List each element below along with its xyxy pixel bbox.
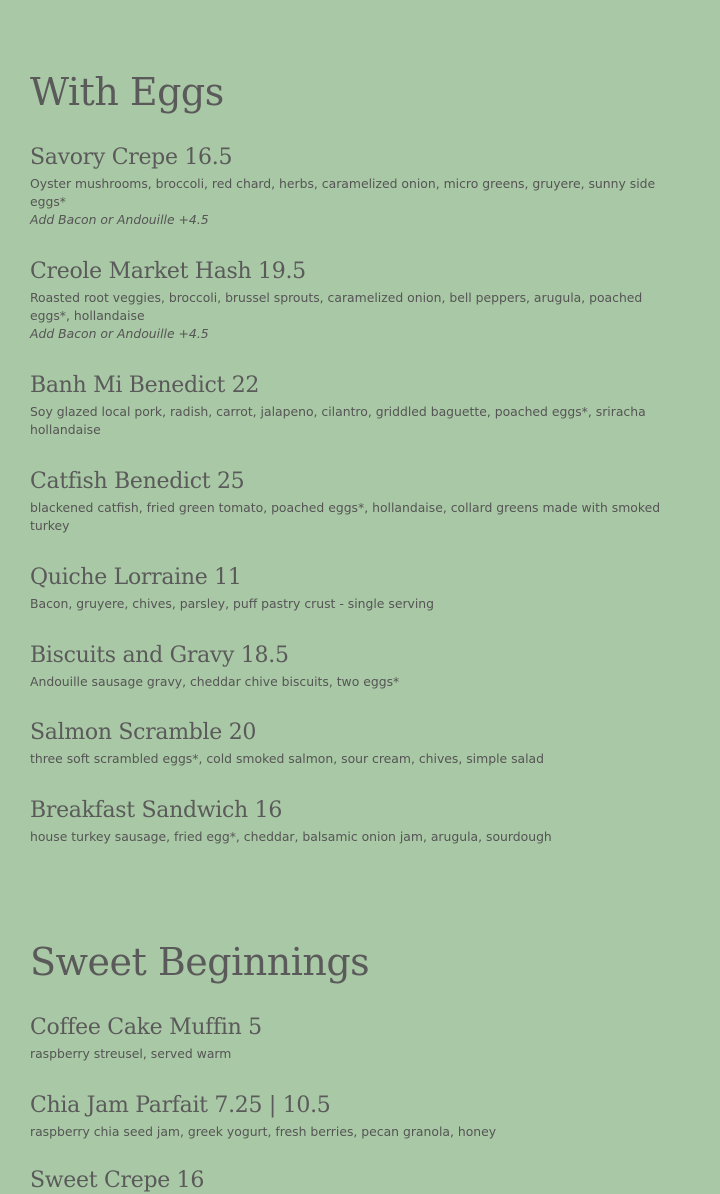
item-description: Andouille sausage gravy, cheddar chive biscuits, two eggs* bbox=[30, 674, 400, 689]
item-name: Catfish Benedict 25 bbox=[30, 469, 245, 494]
menu-item-quiche-lorraine bbox=[30, 565, 434, 613]
menu-item-breakfast-sandwich bbox=[30, 798, 552, 846]
item-name: Coffee Cake Muffin 5 bbox=[30, 1015, 262, 1040]
menu-item-biscuits-and-gravy bbox=[30, 643, 399, 691]
item-description: blackened catfish, fried green tomato, poached eggs*, hollandaise, collard greens made with smoked turkey bbox=[30, 500, 661, 533]
item-name: Sweet Crepe 16 bbox=[30, 1168, 205, 1193]
item-name: Salmon Scramble 20 bbox=[30, 720, 257, 745]
item-name: Chia Jam Parfait 7.25 | 10.5 bbox=[30, 1093, 331, 1118]
menu-item-banh-mi-benedict bbox=[30, 373, 685, 439]
menu-item-salmon-scramble bbox=[30, 720, 544, 768]
item-description: raspberry chia seed jam, greek yogurt, fresh berries, pecan granola, honey bbox=[30, 1124, 497, 1139]
menu-item-savory-crepe bbox=[30, 145, 685, 229]
item-description: Bacon, gruyere, chives, parsley, puff pastry crust - single serving bbox=[30, 596, 435, 611]
item-name: Savory Crepe 16.5 bbox=[30, 145, 233, 170]
menu-item-coffee-cake-muffin bbox=[30, 1015, 262, 1063]
section-title-with-eggs: With Eggs bbox=[30, 70, 224, 114]
item-name: Creole Market Hash 19.5 bbox=[30, 259, 306, 284]
menu-item-chia-jam-parfait bbox=[30, 1093, 496, 1141]
item-addon: Add Bacon or Andouille +4.5 bbox=[30, 212, 209, 227]
item-description: house turkey sausage, fried egg*, cheddar, balsamic onion jam, arugula, sourdough bbox=[30, 829, 552, 844]
item-description: Oyster mushrooms, broccoli, red chard, herbs, caramelized onion, micro greens, gruyere, sunny side eggs* bbox=[30, 176, 656, 209]
item-name: Biscuits and Gravy 18.5 bbox=[30, 643, 289, 668]
item-description: Roasted root veggies, broccoli, brussel sprouts, caramelized onion, bell peppers, arugula, poached eggs*, hollandaise bbox=[30, 290, 643, 323]
menu-item-catfish-benedict bbox=[30, 469, 685, 535]
menu-item-creole-market-hash bbox=[30, 259, 685, 343]
section-title-sweet-beginnings: Sweet Beginnings bbox=[30, 940, 370, 984]
item-name: Quiche Lorraine 11 bbox=[30, 565, 242, 590]
item-description: raspberry streusel, served warm bbox=[30, 1046, 232, 1061]
item-description: three soft scrambled eggs*, cold smoked salmon, sour cream, chives, simple salad bbox=[30, 751, 545, 766]
menu-item-sweet-crepe bbox=[30, 1168, 204, 1194]
item-name: Banh Mi Benedict 22 bbox=[30, 373, 260, 398]
item-addon: Add Bacon or Andouille +4.5 bbox=[30, 326, 209, 341]
item-description: Soy glazed local pork, radish, carrot, jalapeno, cilantro, griddled baguette, poached eggs*, sriracha hollandaise bbox=[30, 404, 646, 437]
item-name: Breakfast Sandwich 16 bbox=[30, 798, 283, 823]
